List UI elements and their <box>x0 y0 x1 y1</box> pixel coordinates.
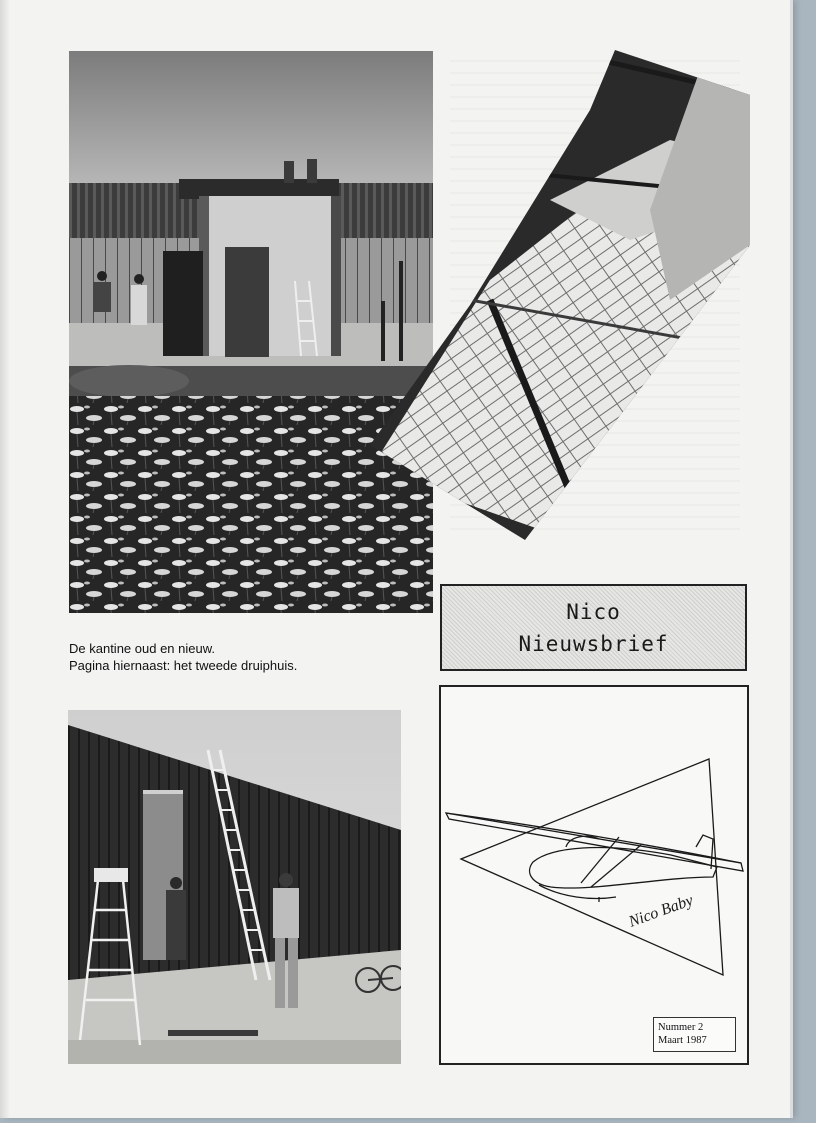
greenhouse-brick-photo <box>370 50 750 540</box>
issue-info-box <box>653 1017 736 1052</box>
new-canteen-photo-image <box>68 710 401 1064</box>
caption-line-2: Pagina hiernaast: het tweede druiphuis. <box>69 658 298 673</box>
photo-caption <box>69 640 409 674</box>
greenhouse-brick-photo-image <box>370 50 750 540</box>
page-binding-edge <box>0 0 10 1118</box>
glider-drawing <box>441 687 747 1063</box>
issue-date: Maart 1987 <box>658 1035 707 1046</box>
issue-number: Nummer 2 <box>658 1022 704 1033</box>
cover-illustration-box <box>439 685 749 1065</box>
masthead-line-1: Nico <box>566 600 621 624</box>
cover-signature: Nico Baby <box>626 891 696 931</box>
new-canteen-photo <box>68 710 401 1064</box>
caption-line-1: De kantine oud en nieuw. <box>69 641 215 656</box>
masthead-line-2: Nieuwsbrief <box>518 632 669 656</box>
newsletter-masthead <box>440 584 747 671</box>
